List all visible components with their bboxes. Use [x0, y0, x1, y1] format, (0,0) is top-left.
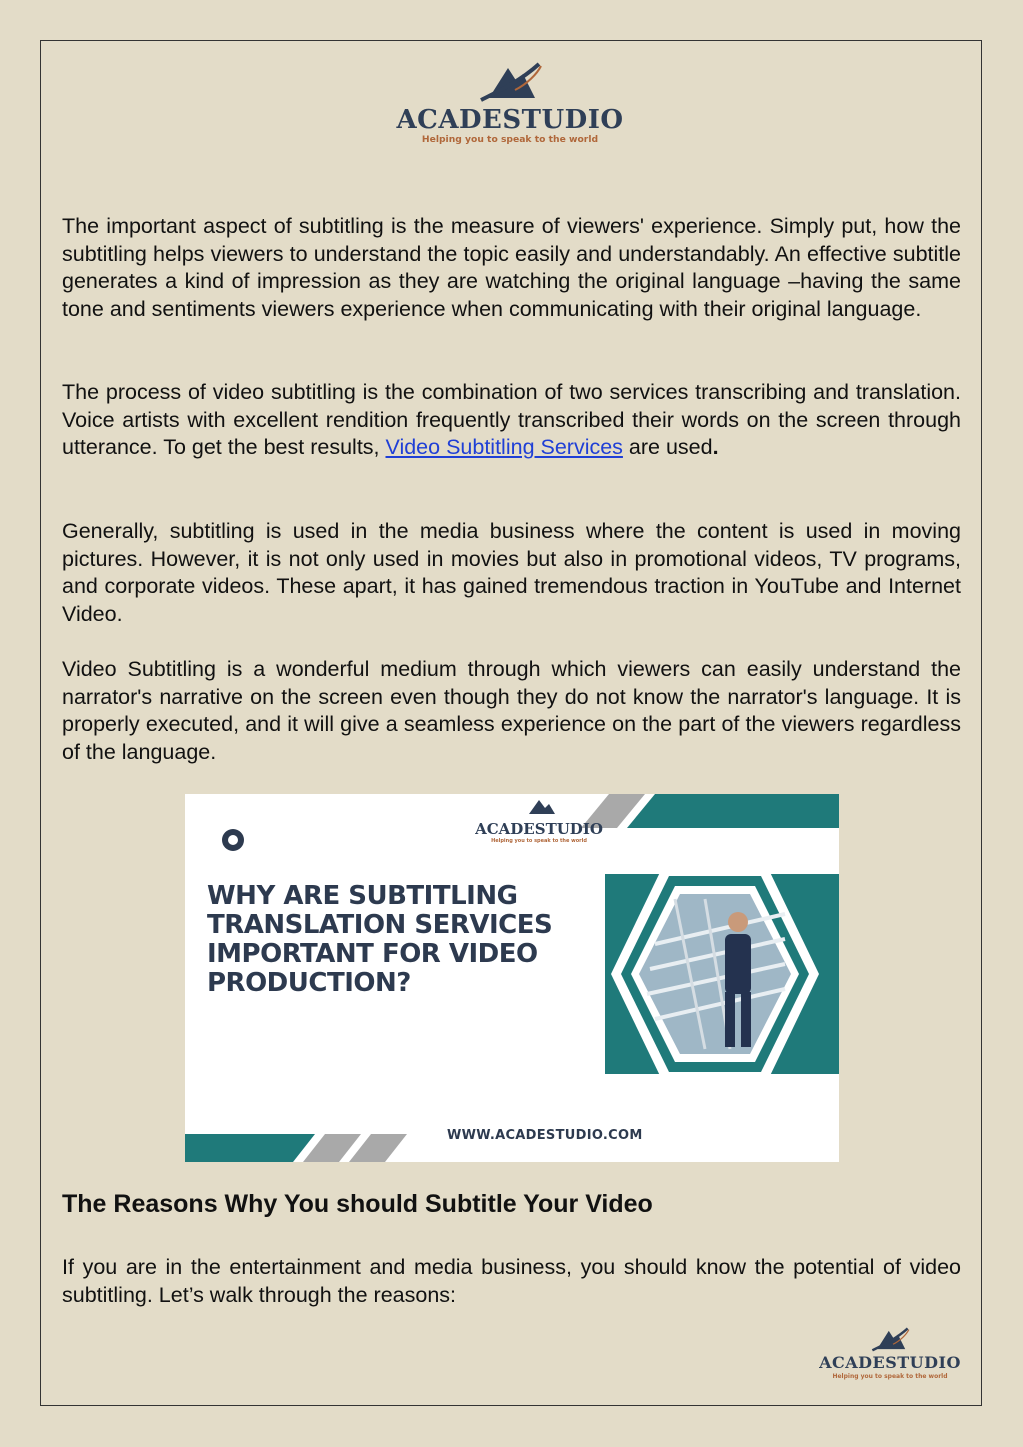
video-subtitling-services-link[interactable]: Video Subtitling Services	[385, 435, 623, 459]
paragraph-wonderful-medium: Video Subtitling is a wonderful medium through which viewers can easily understand the narrator's narrative on the screen even though they do not know the narrator's language. It is properly executed, and it will give a seamless experience on the part of the viewers regardless of the language.	[62, 657, 961, 764]
banner-brand-tagline: Helping you to speak to the world	[491, 838, 587, 844]
paragraph-process	[62, 379, 961, 462]
brand-logo-top	[380, 60, 640, 146]
brand-tagline-bottom: Helping you to speak to the world	[832, 1373, 948, 1380]
paragraph-experience: The important aspect of subtitling is the measure of viewers' experience. Simply put, how the subtitling helps viewers to understand the topic easily and understandably. An effective subtitle generates a kind of impression as they are watching the original language –having the same tone and sentiments viewers experience when communicating with their original language.	[62, 214, 961, 321]
banner-headline: WHY ARE SUBTITLING TRANSLATION SERVICES IMPORTANT FOR VIDEO PRODUCTION?	[207, 881, 553, 998]
logo-mountain-icon-small	[868, 1326, 912, 1354]
logo-mountain-icon	[475, 60, 545, 106]
section-heading: The Reasons Why You should Subtitle Your Video	[62, 1190, 653, 1218]
process-text: The process of video subtitling is the combination of two services transcribing and translation. Voice artists with excellent rendition frequently transcribed their words on the screen through utterance. To get the best results,	[62, 380, 961, 459]
paragraph-closing: If you are in the entertainment and media business, you should know the potential of video subtitling. Let’s walk through the reasons:	[62, 1255, 961, 1307]
subtitling-banner-image	[185, 794, 839, 1162]
brand-logo-bottom	[815, 1326, 965, 1381]
paragraph-media-business: Generally, subtitling is used in the media business where the content is used in moving pictures. However, it is not only used in movies but also in promotional videos, TV programs, and corporate videos. These apart, it has gained tremendous traction in YouTube and Internet Video.	[62, 519, 961, 626]
process-period: .	[712, 435, 719, 459]
banner-brand-name: ACADESTUDIO	[475, 820, 603, 838]
banner-url: WWW.ACADESTUDIO.COM	[447, 1128, 643, 1143]
process-text-end: are used	[622, 435, 713, 459]
brand-name-bottom: ACADESTUDIO	[819, 1353, 961, 1372]
brand-name: ACADESTUDIO	[396, 105, 624, 135]
brand-tagline: Helping you to speak to the world	[421, 134, 599, 145]
